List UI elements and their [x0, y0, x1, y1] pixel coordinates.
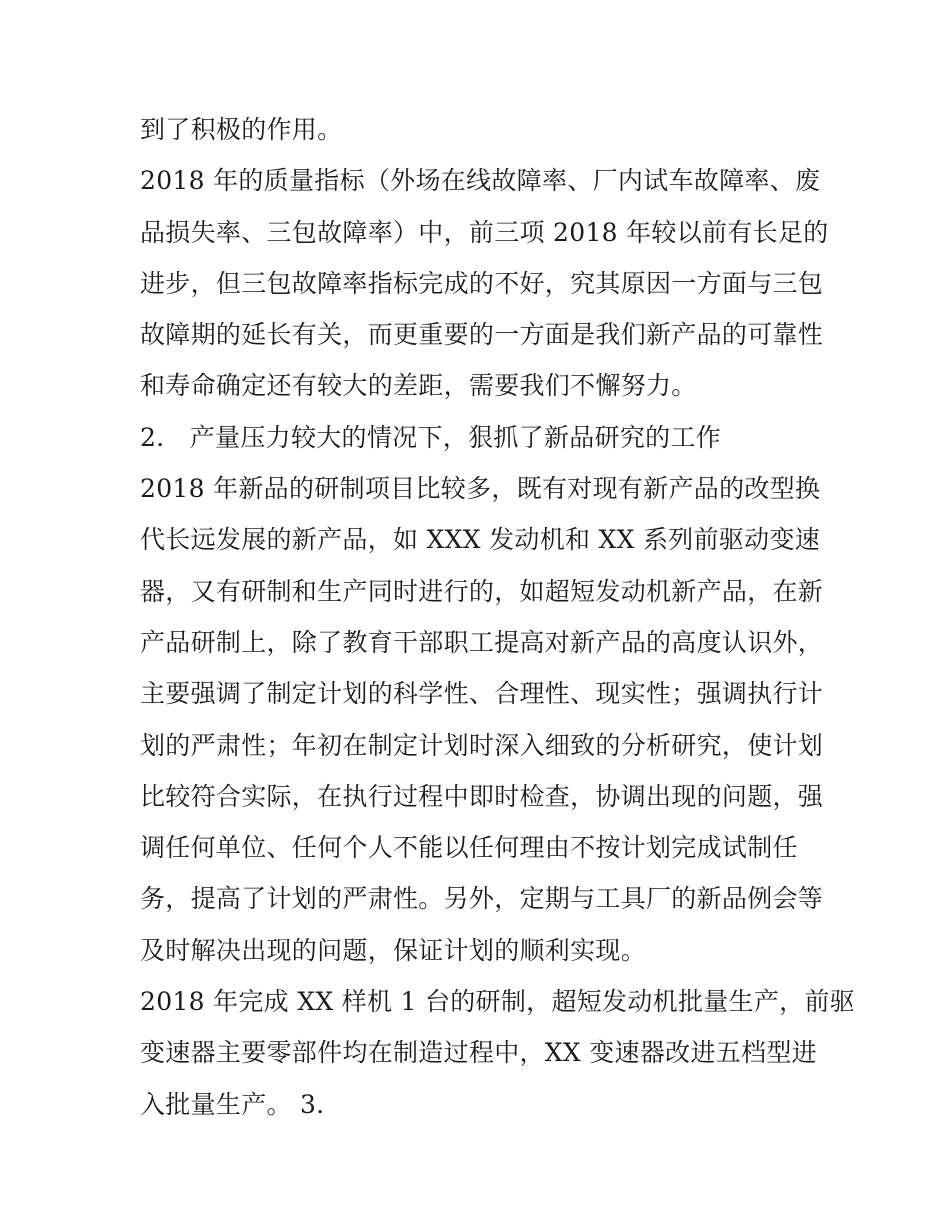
text-line: 变速器主要零部件均在制造过程中，XX 变速器改进五档型进: [140, 1038, 817, 1068]
text-line: 2018 年完成 XX 样机 1 台的研制，超短发动机批量生产，前驱: [140, 987, 856, 1017]
text-line: 2018 年新品的研制项目比较多，既有对现有新产品的改型换: [140, 474, 821, 504]
text-line: 代长远发展的新产品，如 XXX 发动机和 XX 系列前驱动变速: [140, 525, 821, 555]
text-line: 品损失率、三包故障率）中，前三项 2018 年较以前有长足的: [140, 217, 829, 247]
text-line: 及时解决出现的问题，保证计划的顺利实现。: [140, 935, 647, 965]
text-line: 进步，但三包故障率指标完成的不好，究其原因一方面与三包: [140, 268, 824, 298]
text-line: 调任何单位、任何个人不能以任何理由不按计划完成试制任: [140, 833, 798, 863]
text-line: 比较符合实际，在执行过程中即时检查，协调出现的问题，强: [140, 781, 824, 811]
text-line: 划的严肃性；年初在制定计划时深入细致的分析研究，使计划: [140, 730, 824, 760]
text-line: 和寿命确定还有较大的差距，需要我们不懈努力。: [140, 371, 697, 401]
section-heading: 2． 产量压力较大的情况下，狠抓了新品研究的工作: [140, 422, 722, 452]
text-line: 产品研制上，除了教育干部职工提高对新产品的高度认识外，: [140, 627, 824, 657]
text-line: 2018 年的质量指标（外场在线故障率、厂内试车故障率、废: [140, 166, 821, 196]
text-line: 到了积极的作用。: [140, 115, 343, 144]
text-line: 主要强调了制定计划的科学性、合理性、现实性；强调执行计: [140, 679, 824, 709]
text-line: 务，提高了计划的严肃性。另外，定期与工具厂的新品例会等: [140, 884, 824, 914]
text-line: 器，又有研制和生产同时进行的，如超短发动机新产品，在新: [140, 576, 824, 606]
document-body: [140, 104, 856, 1130]
text-line: 故障期的延长有关，而更重要的一方面是我们新产品的可靠性: [140, 320, 824, 350]
text-line: 入批量生产。 3．: [140, 1089, 342, 1119]
